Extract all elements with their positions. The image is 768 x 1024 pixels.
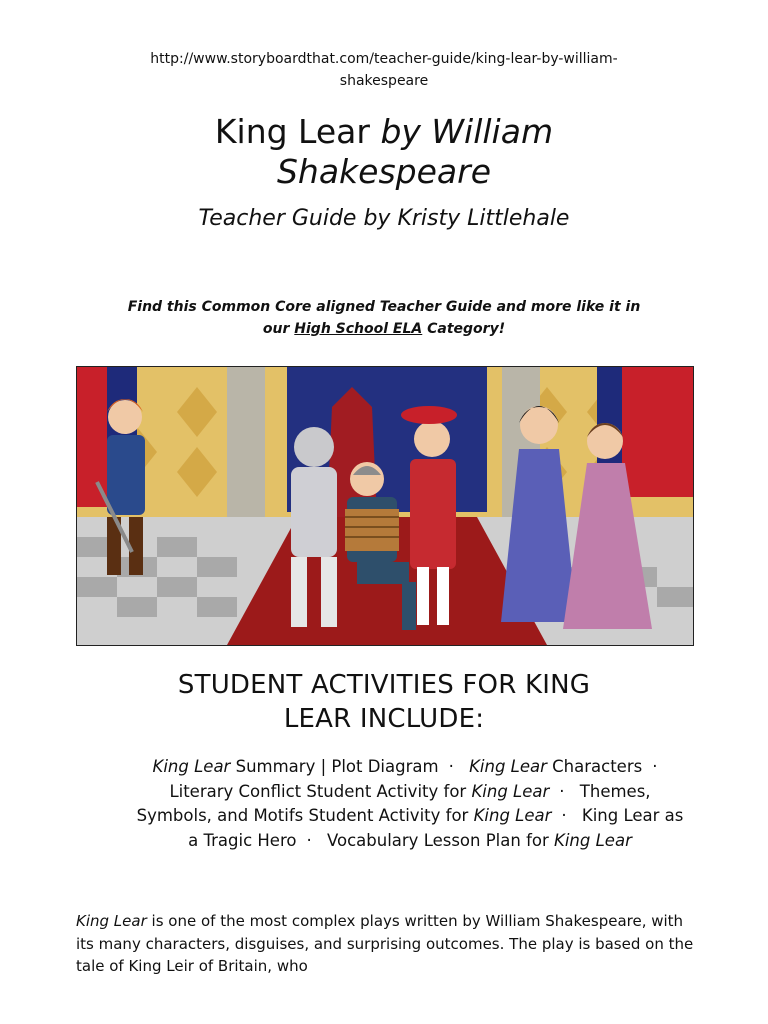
- source-url-line1[interactable]: http://www.storyboardthat.com/teacher-guide/king-lear-by-william-: [150, 51, 618, 67]
- separator-dot: ·: [652, 757, 658, 776]
- promo-line1: Find this Common Core aligned Teacher Guide and more like it in: [127, 299, 641, 315]
- title-by: by William: [380, 112, 554, 151]
- activities-heading-line2: LEAR INCLUDE:: [283, 704, 485, 734]
- title-play: King Lear: [214, 112, 370, 151]
- high-school-ela-link[interactable]: High School ELA: [294, 321, 423, 337]
- promo-prefix: our: [262, 321, 290, 337]
- activities-heading-line1: STUDENT ACTIVITIES FOR KING: [177, 670, 591, 700]
- separator-dot: ·: [306, 830, 312, 850]
- title-author: Shakespeare: [276, 152, 492, 191]
- activity-conflict-italic[interactable]: King Lear: [471, 781, 550, 801]
- separator-dot: ·: [561, 806, 567, 825]
- intro-paragraph: [76, 910, 696, 978]
- activity-vocabulary-italic[interactable]: King Lear: [554, 830, 632, 850]
- separator-dot: ·: [448, 757, 454, 776]
- intro-italic: King Lear: [76, 912, 147, 930]
- storyboard-illustration: [76, 366, 694, 646]
- activity-characters-italic[interactable]: King Lear: [469, 757, 547, 776]
- page-title: [60, 112, 708, 192]
- activities-heading: [80, 668, 688, 736]
- storyboard-scene-icon: [77, 367, 693, 645]
- activity-vocabulary[interactable]: Vocabulary Lesson Plan for: [326, 830, 549, 850]
- promo-suffix: Category!: [427, 321, 506, 337]
- activity-summary[interactable]: Summary | Plot Diagram: [235, 757, 439, 776]
- activity-characters[interactable]: Characters: [552, 757, 643, 776]
- activity-themes-italic[interactable]: King Lear: [473, 806, 552, 825]
- activity-tragic-hero[interactable]: King Lear as a Tragic Hero: [188, 806, 684, 850]
- activity-list: [132, 755, 688, 853]
- promo-text: [80, 296, 688, 340]
- activity-conflict[interactable]: Literary Conflict Student Activity for: [169, 781, 467, 801]
- intro-text: is one of the most complex plays written by William Shakespeare, with its many characters, disguises, and surprising outcomes. The play is based on the tale of King Leir of Britain, who: [76, 912, 694, 975]
- activity-themes[interactable]: Themes, Symbols, and Motifs Student Activity for: [136, 781, 651, 825]
- activity-summary-italic[interactable]: King Lear: [152, 757, 231, 776]
- separator-dot: ·: [559, 781, 565, 801]
- source-url-line2[interactable]: shakespeare: [339, 73, 429, 89]
- page-subtitle: Teacher Guide by Kristy Littlehale: [198, 206, 570, 231]
- source-url[interactable]: [60, 48, 708, 92]
